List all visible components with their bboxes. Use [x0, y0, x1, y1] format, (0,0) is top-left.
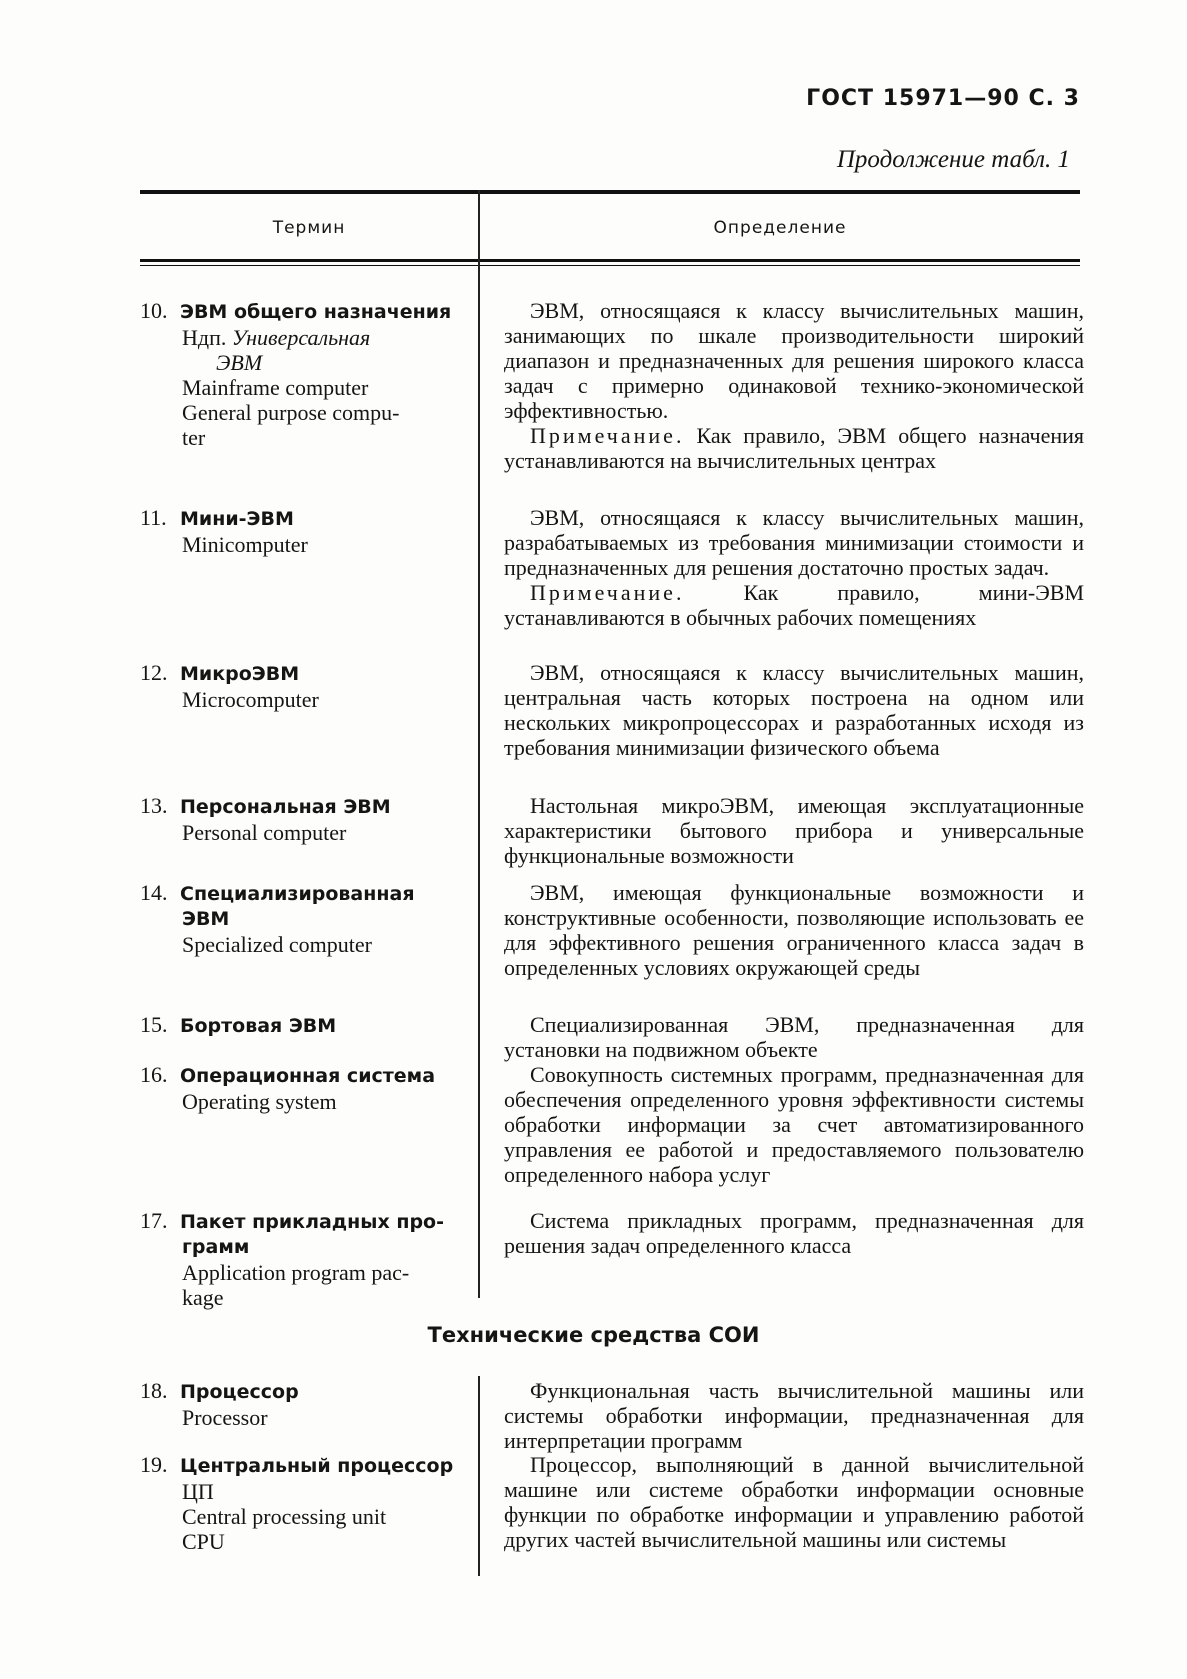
term-entry-10: 10. ЭВМ общего назначения Ндп. Универсальная ЭВМ Mainframe computer General purpose compu- ter: [140, 298, 452, 450]
term-entry-17: 17. Пакет прикладных про- грамм Application program pac- kage: [140, 1208, 444, 1310]
definition-11: ЭВМ, относящаяся к классу вычислительных машин, разрабатываемых из требования минимизации стоимости и предназначенных для решения достаточно простых задач. Примечание. Как правило, мини-ЭВМ устанавливаются в обычных рабочих помещениях: [504, 505, 1085, 630]
term-name: Пакет прикладных про-: [180, 1211, 444, 1233]
column-header-definition: Определение: [713, 218, 847, 238]
table-top-rule: [140, 190, 1080, 194]
term-name: Бортовая ЭВМ: [180, 1015, 337, 1037]
definition-15: Специализированная ЭВМ, предназначенная для установки на подвижном объекте: [504, 1012, 1084, 1062]
table-header-rule-thin: [140, 265, 1080, 266]
table-header-rule: [140, 259, 1080, 262]
term-name: Специализированная: [180, 883, 415, 905]
section-title: Технические средства СОИ: [427, 1323, 760, 1347]
term-name: Мини-ЭВМ: [180, 508, 294, 530]
term-name: МикроЭВМ: [180, 663, 300, 685]
definition-12: ЭВМ, относящаяся к классу вычислительных машин, центральная часть которых построена на одном или нескольких микропроцессорах и разработанных исходя из требования минимизации физического объема: [504, 660, 1084, 760]
definition-10: ЭВМ, относящаяся к классу вычислительных машин, занимающих по шкале производительности широкий диапазон и предназначенных для решения широкого класса задач с примерно одинаковой технико-экономической эффективностью. Примечание. Как правило, ЭВМ общего назначения устанавливаются на вычислительных центрах: [504, 298, 1085, 473]
column-divider-section2: [478, 1376, 480, 1576]
term-name: Персональная ЭВМ: [180, 796, 391, 818]
definition-18: Функциональная часть вычислительной машины или системы обработки информации, предназначенная для интерпретации программ: [504, 1378, 1084, 1453]
definition-17: Система прикладных программ, предназначенная для решения задач определенного класса: [504, 1208, 1084, 1258]
definition-14: ЭВМ, имеющая функциональные возможности и конструктивные особенности, позволяющие использовать ее для эффективного решения ограниченного класса задач в определенных условиях окружающей среды: [504, 880, 1084, 980]
definition-13: Настольная микроЭВМ, имеющая эксплуатационные характеристики бытового прибора и универсальные функциональные возможности: [504, 793, 1084, 868]
column-divider: [478, 190, 480, 1298]
term-entry-16: 16. Операционная система Operating system: [140, 1062, 436, 1114]
column-header-term: Термин: [272, 218, 346, 238]
term-entry-11: 11. Мини-ЭВМ Minicomputer: [140, 505, 308, 557]
definition-16: Совокупность системных программ, предназначенная для обеспечения определенного уровня эффективности системы обработки информации за счет автоматизированного управления ее работой и предоставляемого пользователю определенного набора услуг: [504, 1062, 1084, 1187]
term-name: Операционная система: [180, 1065, 436, 1087]
page-header-standard: ГОСТ 15971—90 С. 3: [806, 86, 1080, 111]
definition-19: Процессор, выполняющий в данной вычислительной машине или системе обработки информации основные функции по обработке информации и управлению работой других частей вычислительной машины или системы: [504, 1452, 1084, 1552]
term-entry-18: 18. Процессор Processor: [140, 1378, 299, 1430]
term-entry-14: 14. Специализированная ЭВМ Specialized computer: [140, 880, 415, 957]
term-name: Процессор: [180, 1381, 299, 1403]
term-entry-15: 15. Бортовая ЭВМ: [140, 1012, 337, 1037]
term-entry-12: 12. МикроЭВМ Microcomputer: [140, 660, 319, 712]
table-continuation-label: Продолжение табл. 1: [836, 146, 1070, 173]
term-name: Центральный процессор: [180, 1455, 454, 1477]
term-entry-19: 19. Центральный процессор ЦП Central processing unit CPU: [140, 1452, 454, 1554]
term-name: ЭВМ общего назначения: [180, 301, 452, 323]
term-entry-13: 13. Персональная ЭВМ Personal computer: [140, 793, 391, 845]
